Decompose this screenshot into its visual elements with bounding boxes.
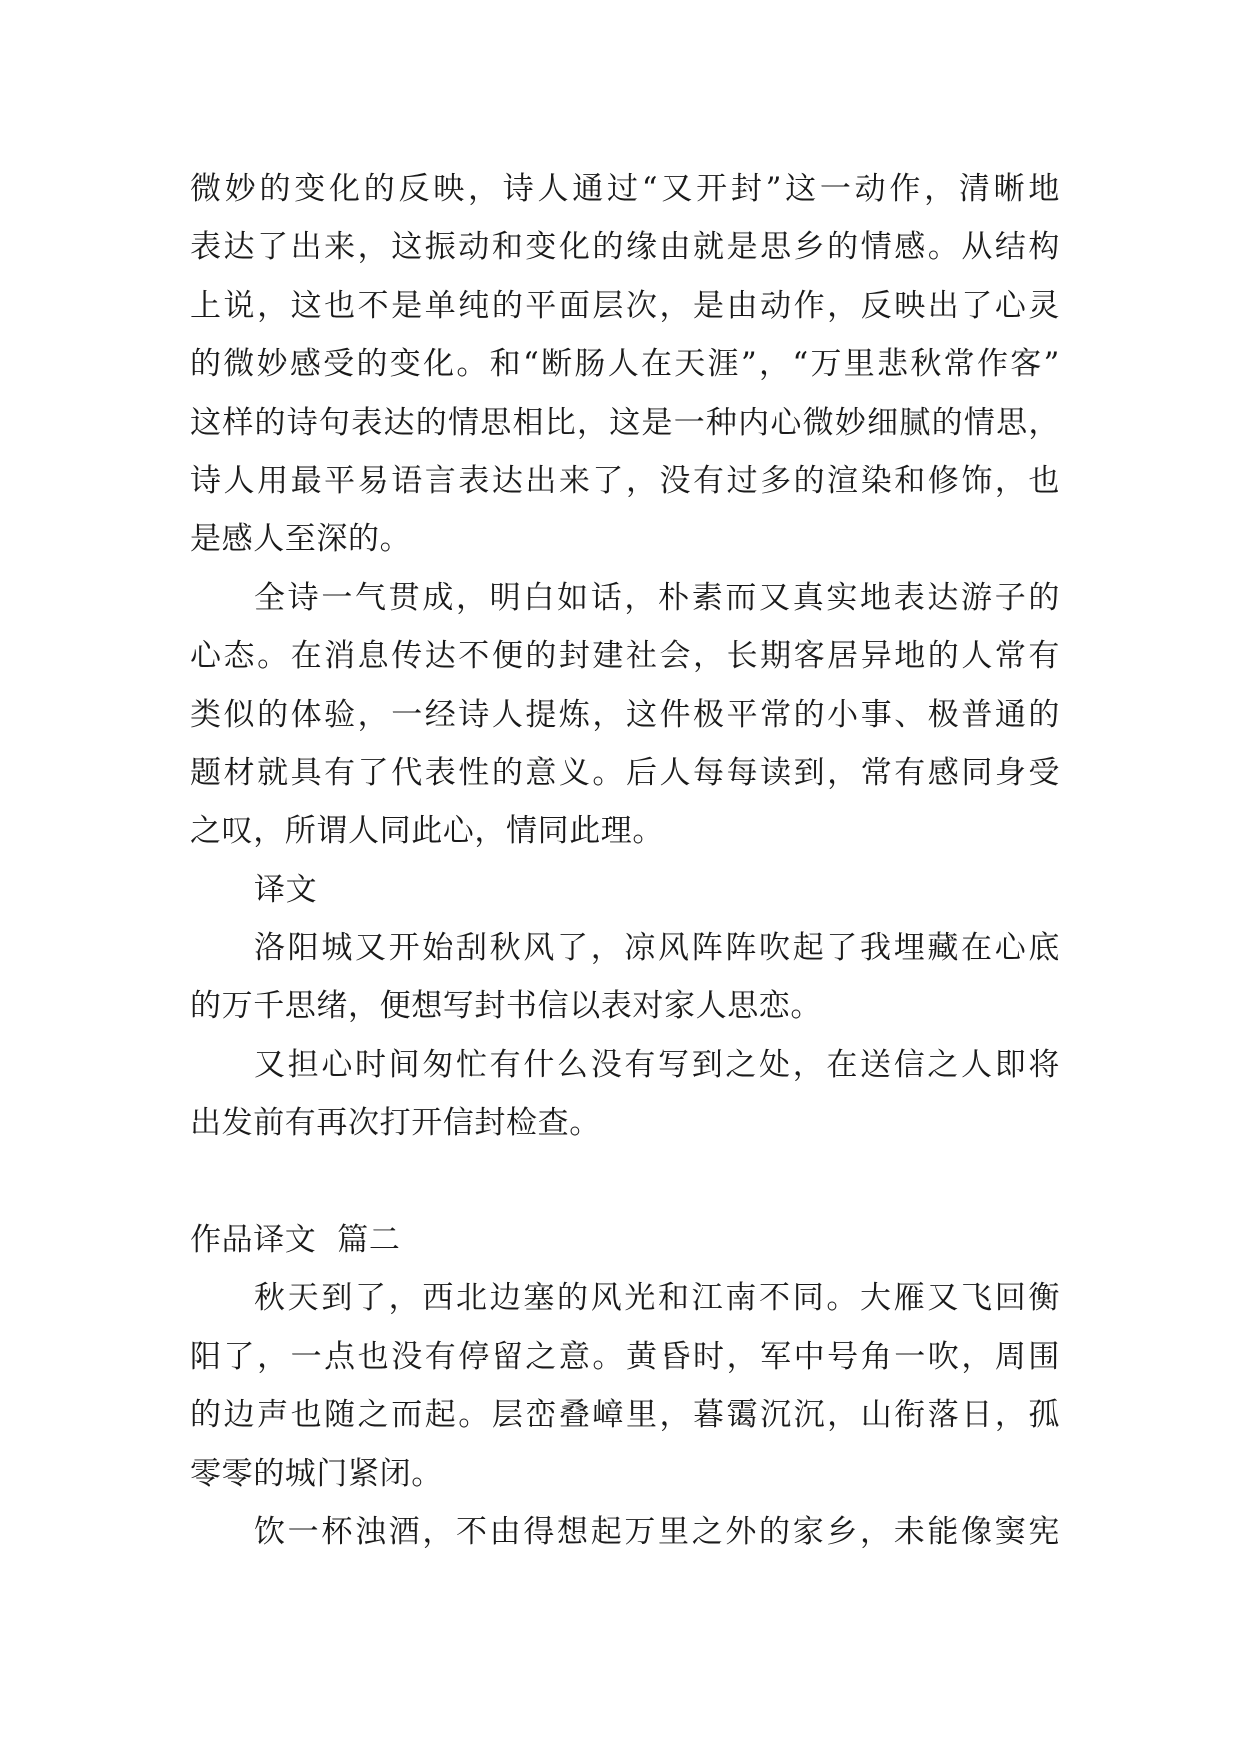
text-line: 出发前有再次打开信封检查。 — [190, 1105, 601, 1142]
text-line: 上说，这也不是单纯的平面层次，是由动作，反映出了心灵 — [190, 287, 1060, 324]
text-line: 饮一杯浊酒，不由得想起万里之外的家乡，未能像窦宪 — [254, 1513, 1060, 1550]
text-line: 类似的体验，一经诗人提炼，这件极平常的小事、极普通的 — [190, 696, 1060, 733]
paragraph-summary — [190, 569, 1060, 861]
text-line: 诗人用最平易语言表达出来了，没有过多的渲染和修饰，也 — [190, 462, 1060, 499]
text-line: 零零的城门紧闭。 — [190, 1455, 443, 1492]
text-line: 阳了，一点也没有停留之意。黄昏时，军中号角一吹，周围 — [190, 1338, 1060, 1375]
text-line: 的边声也随之而起。层峦叠嶂里，暮霭沉沉，山衔落日，孤 — [190, 1397, 1060, 1434]
paragraph-translation-1 — [190, 919, 1060, 1036]
text-line: 又担心时间匆忙有什么没有写到之处，在送信之人即将 — [254, 1046, 1060, 1083]
text-line: 全诗一气贯成，明白如话，朴素而又真实地表达游子的 — [254, 579, 1060, 616]
text-line: 微妙的变化的反映，诗人通过“又开封”这一动作，清晰地 — [190, 171, 1060, 207]
text-line: 题材就具有了代表性的意义。后人每每读到，常有感同身受 — [190, 754, 1060, 791]
text-line: 的万千思绪，便想写封书信以表对家人思恋。 — [190, 988, 822, 1025]
text-line: 表达了出来，这振动和变化的缘由就是思乡的情感。从结构 — [190, 229, 1060, 266]
text-line: 心态。在消息传达不便的封建社会，长期客居异地的人常有 — [190, 638, 1060, 675]
paragraph-poem-analysis — [190, 160, 1060, 569]
section-heading: 作品译文 篇二 — [190, 1222, 401, 1259]
paragraph-wine — [190, 1503, 1060, 1561]
document-page — [190, 160, 1060, 1561]
text-line: 的微妙感受的变化。和“断肠人在天涯”，“万里悲秋常作客” — [190, 346, 1060, 383]
text-line: 秋天到了，西北边塞的风光和江南不同。大雁又飞回衡 — [254, 1280, 1060, 1317]
text-line: 洛阳城又开始刮秋风了，凉风阵阵吹起了我埋藏在心底 — [254, 930, 1060, 967]
section-spacer — [190, 1153, 1060, 1211]
text-line: 这样的诗句表达的情思相比，这是一种内心微妙细腻的情思， — [190, 404, 1060, 441]
paragraph-translation-2 — [190, 1036, 1060, 1153]
translation-heading: 译文 — [254, 871, 318, 908]
text-line: 是感人至深的。 — [190, 521, 412, 558]
paragraph-autumn — [190, 1269, 1060, 1503]
text-line: 之叹，所谓人同此心，情同此理。 — [190, 813, 664, 850]
